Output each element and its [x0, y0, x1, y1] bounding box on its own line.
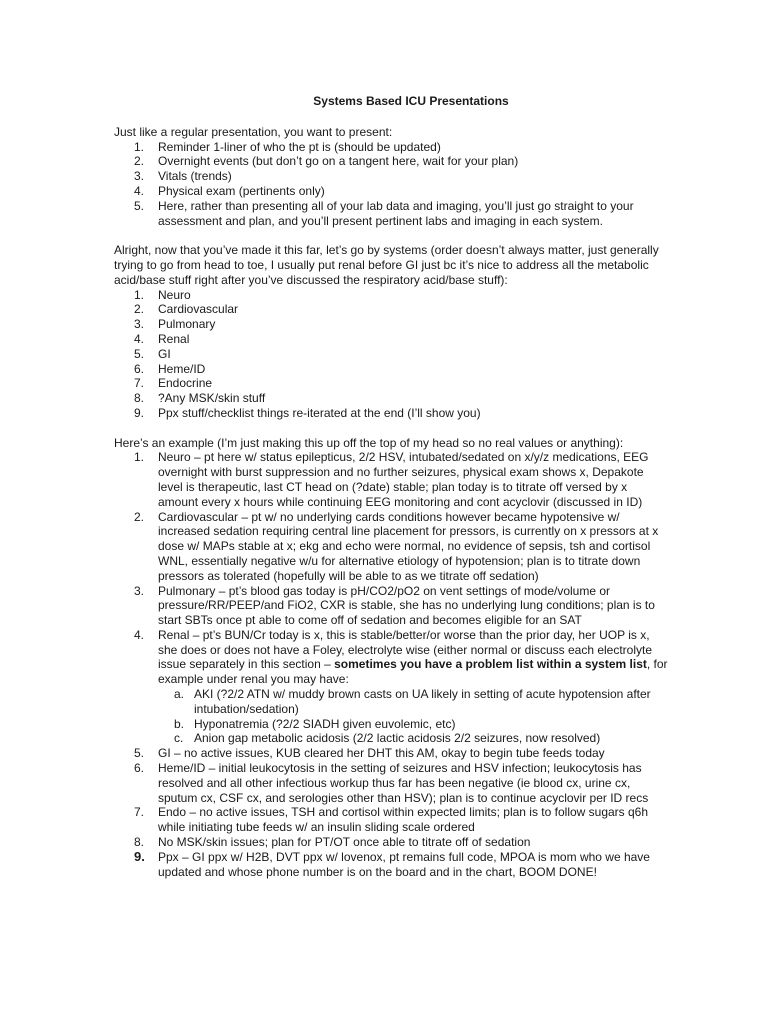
list-text: Vitals (trends) — [158, 169, 232, 184]
list-number: 1. — [134, 450, 145, 465]
list-number: 9. — [134, 405, 145, 420]
sub-list-letter: c. — [174, 731, 184, 746]
list-text: GI – no active issues, KUB cleared her DHT this AM, okay to begin tube feeds today — [158, 746, 605, 761]
list-text: Ppx – GI ppx w/ H2B, DVT ppx w/ lovenox, pt remains full code, MPOA is mom who we have updated and whose phone number is on the board and in the chart, BOOM DONE! — [158, 849, 650, 879]
list-text: Here, rather than presenting all of your lab data and imaging, you’ll just go straight to your assessment and plan, and you’ll present pertinent labs and imaging in each system. — [158, 198, 634, 228]
renal-sub-list — [114, 687, 668, 746]
intro-lead: Just like a regular presentation, you want to present: — [114, 124, 393, 139]
list-item-gi — [114, 746, 668, 761]
list-number: 5. — [134, 198, 145, 213]
list-item — [114, 347, 668, 362]
intro-section — [114, 125, 668, 229]
list-number: 3. — [134, 583, 145, 598]
list-text: Neuro – pt here w/ status epilepticus, 2/2 HSV, intubated/sedated on x/y/z medications, EEG overnight with burst suppression and no further seizures, physical exam shows x, Depakote level is therapeutic, last CT head on (?date) stable; plan today is to titrate off versed by x amount every x hours while continuing EEG monitoring and cont acyclovir (discussed in ID) — [158, 450, 649, 509]
list-item-renal — [114, 628, 668, 746]
list-text: Ppx stuff/checklist things re-iterated at the end (I’ll show you) — [158, 405, 481, 420]
list-number: 2. — [134, 509, 145, 524]
example-lead: Here’s an example (I’m just making this up off the top of my head so no real values or anything): — [114, 435, 624, 450]
list-number: 5. — [134, 346, 145, 361]
list-text: Renal — [158, 331, 190, 346]
list-text: Pulmonary – pt’s blood gas today is pH/CO2/pO2 on vent settings of mode/volume or pressure/RR/PEEP/and FiO2, CXR is stable, she has no underlying lung conditions; plan is to start SBTs once pt able to come off of sedation and becomes eligible for an SAT — [158, 583, 655, 628]
list-item-ppx — [114, 850, 668, 880]
list-item — [114, 169, 668, 184]
sub-list-letter: b. — [174, 716, 185, 731]
sub-list-item — [114, 687, 668, 717]
sub-list-letter: a. — [174, 687, 185, 702]
list-text: Reminder 1-liner of who the pt is (should be updated) — [158, 139, 441, 154]
list-item-msk — [114, 835, 668, 850]
list-number: 8. — [134, 391, 145, 406]
list-text: Renal – pt’s BUN/Cr today is x, this is stable/better/or worse than the prior day, her UOP is x, she does or does not have a Foley, electrolyte wise (either normal or discuss each electrolyte issue separately in this section – — [158, 627, 653, 672]
sub-list-item — [114, 731, 668, 746]
list-item — [114, 376, 668, 391]
example-list — [114, 450, 668, 879]
renal-bold-text: sometimes you have a problem list within a system list — [334, 657, 647, 672]
list-item — [114, 406, 668, 421]
sub-list-text: Hyponatremia (?2/2 SIADH given euvolemic, etc) — [194, 716, 456, 731]
document-title: Systems Based ICU Presentations — [313, 94, 509, 108]
list-item — [114, 199, 668, 229]
list-text: ?Any MSK/skin stuff — [158, 391, 266, 406]
list-number: 3. — [134, 169, 145, 184]
renal-after-text: , for example under renal you may have: — [158, 657, 668, 687]
list-number: 1. — [134, 287, 145, 302]
list-text: Overnight events (but don’t go on a tangent here, wait for your plan) — [158, 154, 519, 169]
list-item-cardiovascular — [114, 510, 668, 584]
list-text: Cardiovascular – pt w/ no underlying cards conditions however became hypotensive w/ increased sedation requiring central line placement for pressors, is currently on x pressors at x dose w/ MAPs stable at x; ekg and echo were normal, no evidence of sepsis, tsh and cortisol WNL, essentially negative w/u for alternative etiology of hypotension; plan is to titrate down pressors as tolerated (hopefully will be able to as we titrate off sedation) — [158, 509, 659, 583]
list-number: 4. — [134, 331, 145, 346]
list-item-endo — [114, 805, 668, 835]
list-item-neuro — [114, 450, 668, 509]
list-number: 2. — [134, 154, 145, 169]
list-text: No MSK/skin issues; plan for PT/OT once able to titrate off of sedation — [158, 835, 531, 850]
list-number: 8. — [134, 835, 145, 850]
list-number: 3. — [134, 317, 145, 332]
list-item-pulmonary — [114, 584, 668, 628]
sub-list-text: AKI (?2/2 ATN w/ muddy brown casts on UA likely in setting of acute hypotension after intubation/sedation) — [194, 687, 651, 716]
sub-list-text: Anion gap metabolic acidosis (2/2 lactic acidosis 2/2 seizures, now resolved) — [194, 731, 601, 746]
list-number: 5. — [134, 746, 145, 761]
list-number: 6. — [134, 361, 145, 376]
example-section — [114, 436, 668, 880]
intro-list — [114, 140, 668, 229]
list-item — [114, 391, 668, 406]
list-item — [114, 317, 668, 332]
list-number: 4. — [134, 183, 145, 198]
list-number: 2. — [134, 302, 145, 317]
systems-section — [114, 243, 668, 421]
list-item-heme-id — [114, 761, 668, 805]
list-item — [114, 288, 668, 303]
sub-list-item — [114, 717, 668, 732]
list-text: Endo – no active issues, TSH and cortisol within expected limits; plan is to follow sugars q6h while initiating tube feeds w/ an insulin sliding scale ordered — [158, 805, 649, 835]
list-item — [114, 140, 668, 155]
list-number: 4. — [134, 627, 145, 642]
list-item — [114, 302, 668, 317]
list-item — [114, 362, 668, 377]
list-item — [114, 332, 668, 347]
list-text: Neuro — [158, 287, 191, 302]
list-item — [114, 154, 668, 169]
list-item — [114, 184, 668, 199]
list-text: Cardiovascular — [158, 302, 239, 317]
systems-list — [114, 288, 668, 421]
list-number: 1. — [134, 139, 145, 154]
list-number: 7. — [134, 805, 145, 820]
list-number: 7. — [134, 376, 145, 391]
list-number: 6. — [134, 761, 145, 776]
list-text: GI — [158, 346, 171, 361]
list-text: Pulmonary — [158, 317, 216, 332]
list-text: Endocrine — [158, 376, 213, 391]
list-number: 9. — [134, 848, 145, 864]
systems-lead: Alright, now that you’ve made it this far, let’s go by systems (order doesn’t always matter, just generally trying to go from head to toe, I usually put renal before GI just bc it’s nice to address all the metabolic acid/base stuff right after you’ve discussed the respiratory acid/base stuff): — [114, 243, 659, 287]
list-text: Heme/ID — [158, 361, 206, 376]
list-text: Physical exam (pertinents only) — [158, 183, 325, 198]
list-text: Heme/ID – initial leukocytosis in the setting of seizures and HSV infection; leukocytosis has resolved and all other infectious workup thus far has been negative (ie blood cx, urine cx, sputum cx, CSF cx, and serologies other than HSV); plan is to continue acyclovir per ID recs — [158, 761, 649, 805]
